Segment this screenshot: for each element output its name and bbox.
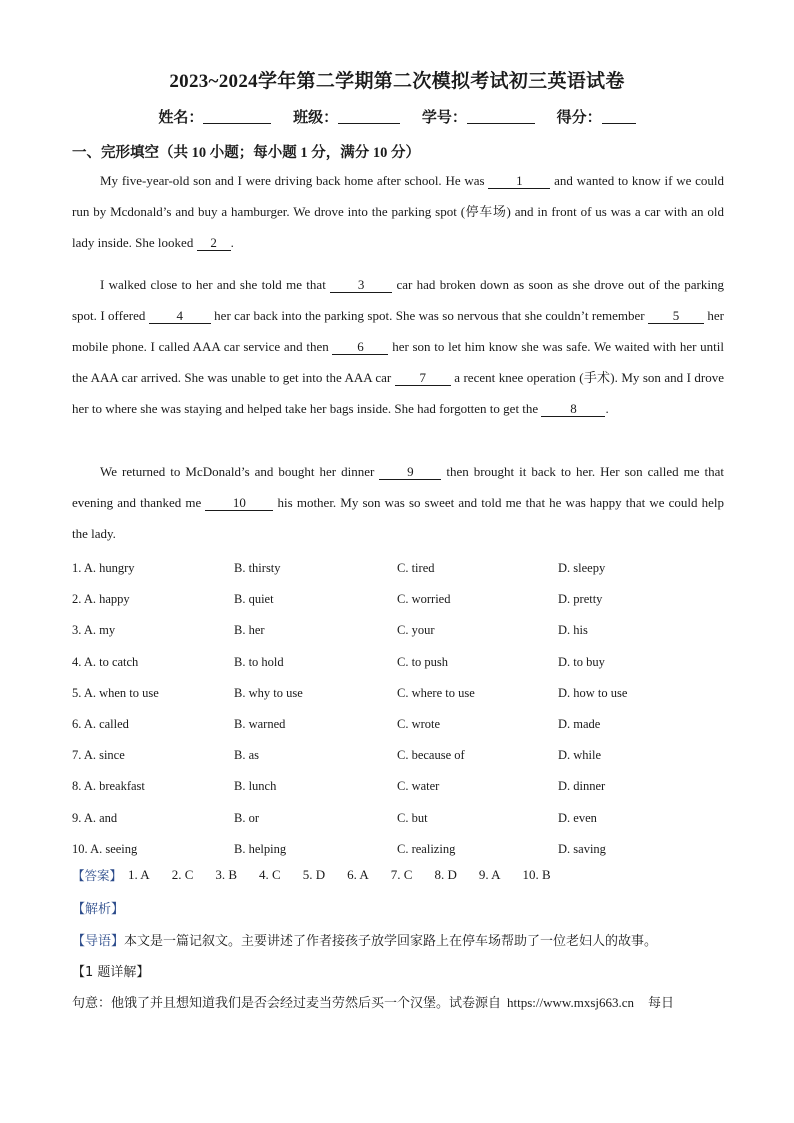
analysis-label: 【解析】	[72, 902, 125, 917]
class-field	[293, 110, 400, 126]
question-row-5	[72, 678, 752, 709]
option-c[interactable]: C. to push	[397, 654, 449, 669]
blank-2: 2	[197, 236, 231, 251]
option-b[interactable]: B. warned	[234, 717, 286, 732]
passage-paragraph-3	[72, 456, 724, 549]
score-blank[interactable]	[602, 109, 636, 124]
option-c[interactable]: C. tired	[397, 561, 435, 576]
option-d[interactable]: D. while	[558, 748, 602, 763]
passage-text: her mobile phone. I called AAA car service and then	[72, 308, 725, 354]
question-row-2	[72, 584, 752, 615]
blank-9: 9	[379, 465, 441, 480]
answer-label: 【答案】	[72, 868, 123, 883]
answer-item: 9. A	[478, 867, 501, 882]
option-c[interactable]: C. wrote	[397, 717, 441, 732]
student-info-row	[0, 106, 794, 127]
blank-10: 10	[205, 496, 273, 511]
explanation-sentence	[72, 992, 732, 1011]
passage-text: and wanted to know if we could run by Mcdonald’s and buy a hamburger. We drove into the parking spot (停车场) and in front of us was a car with an old lady inside. She looked	[72, 173, 725, 250]
option-b[interactable]: B. helping	[234, 841, 287, 856]
passage-paragraph-2	[72, 269, 724, 424]
question-row-3	[72, 615, 752, 646]
passage-text: My five-year-old son and I were driving back home after school. He was	[100, 173, 485, 188]
option-d[interactable]: D. made	[558, 717, 601, 732]
option-a[interactable]: 7. A. since	[72, 748, 125, 763]
student-id-label: 学号：	[421, 110, 467, 126]
option-d[interactable]: D. even	[558, 810, 597, 825]
answer-item: 6. A	[347, 867, 369, 882]
option-a[interactable]: 10. A. seeing	[72, 841, 138, 856]
answer-item: 10. B	[522, 867, 551, 882]
blank-8: 8	[541, 402, 605, 417]
class-label: 班级：	[293, 110, 339, 126]
passage-text: .	[605, 401, 609, 416]
student-id-blank[interactable]	[467, 109, 535, 124]
passage-text: .	[230, 235, 234, 250]
source-link[interactable]: https://www.mxsj663.cn	[507, 995, 635, 1010]
question-row-8	[72, 771, 752, 802]
blank-6: 6	[332, 340, 388, 355]
exam-title: 2023~2024学年第二学期第二次模拟考试初三英语试卷	[169, 71, 625, 92]
option-a[interactable]: 6. A. called	[72, 717, 129, 732]
blank-7: 7	[395, 371, 451, 386]
option-b[interactable]: B. her	[234, 623, 265, 638]
question-options	[72, 553, 752, 865]
question-row-4	[72, 647, 752, 678]
question-row-10	[72, 834, 752, 865]
passage-text: her car back into the parking spot. She was so nervous that she couldn’t remember	[214, 308, 645, 323]
question-row-7	[72, 740, 752, 771]
passage-text: his mother. My son was so sweet and told me that he was happy that we could help the lady.	[72, 495, 725, 541]
option-d[interactable]: D. his	[558, 623, 588, 638]
answer-item: 7. C	[390, 867, 413, 882]
option-a[interactable]: 5. A. when to use	[72, 685, 159, 700]
option-c[interactable]: C. where to use	[397, 685, 475, 700]
option-c[interactable]: C. because of	[397, 748, 465, 763]
question-row-9	[72, 803, 752, 834]
score-field	[557, 110, 636, 126]
passage-text: then brought it back to her. Her son called me that evening and thanked me	[72, 464, 725, 510]
guide-label: 【导语】	[72, 934, 125, 949]
passage-text: her son to let him know she was safe. We waited with her until the AAA car arrived. She was unable to get into the AAA car	[72, 339, 725, 385]
name-label: 姓名：	[158, 110, 204, 126]
option-c[interactable]: C. worried	[397, 592, 451, 607]
option-b[interactable]: B. to hold	[234, 654, 284, 669]
option-a[interactable]: 9. A. and	[72, 810, 118, 825]
option-b[interactable]: B. why to use	[234, 685, 303, 700]
option-d[interactable]: D. dinner	[558, 779, 606, 794]
option-b[interactable]: B. lunch	[234, 779, 277, 794]
sentence-text: 句意：他饿了并且想知道我们是否会经过麦当劳然后买一个汉堡。试卷源自	[72, 996, 502, 1011]
option-c[interactable]: C. your	[397, 623, 435, 638]
option-d[interactable]: D. pretty	[558, 592, 603, 607]
section-heading: 一、完形填空（共 10 小题；每小题 1 分，满分 10 分）	[72, 145, 420, 161]
option-c[interactable]: C. water	[397, 779, 440, 794]
option-a[interactable]: 1. A. hungry	[72, 561, 135, 576]
question-row-6	[72, 709, 752, 740]
passage-text: car had broken down as soon as she drove out of the parking spot. I offered	[72, 277, 724, 323]
blank-5: 5	[648, 309, 704, 324]
passage-text: We returned to McDonald’s and bought her dinner	[100, 464, 375, 479]
student-id-field	[422, 110, 535, 126]
name-blank[interactable]	[203, 109, 271, 124]
daily-text: 每日	[648, 996, 675, 1011]
option-b[interactable]: B. quiet	[234, 592, 274, 607]
option-b[interactable]: B. thirsty	[234, 561, 281, 576]
blank-1: 1	[488, 174, 550, 189]
passage-text: a recent knee operation (手术). My son and I drove her to where she was staying and helped take her bags inside. She had forgotten to get the	[72, 370, 725, 416]
blank-3: 3	[330, 278, 392, 293]
detail-label: 【1 题详解】	[72, 965, 150, 980]
option-b[interactable]: B. as	[234, 748, 259, 763]
passage-text: I walked close to her and she told me that	[100, 277, 326, 292]
option-a[interactable]: 4. A. to catch	[72, 654, 139, 669]
answer-item: 1. A	[128, 867, 150, 882]
question-row-1	[72, 553, 752, 584]
option-d[interactable]: D. saving	[558, 841, 606, 856]
answer-key	[72, 866, 573, 884]
option-a[interactable]: 8. A. breakfast	[72, 779, 145, 794]
option-c[interactable]: C. but	[397, 810, 428, 825]
score-label: 得分：	[556, 110, 602, 126]
option-d[interactable]: D. how to use	[558, 685, 628, 700]
answer-item: 4. C	[259, 867, 281, 882]
option-c[interactable]: C. realizing	[397, 841, 456, 856]
option-a[interactable]: 2. A. happy	[72, 592, 130, 607]
option-b[interactable]: B. or	[234, 810, 259, 825]
option-d[interactable]: D. to buy	[558, 654, 605, 669]
guide-line	[72, 930, 657, 949]
blank-4: 4	[149, 309, 211, 324]
class-blank[interactable]	[338, 109, 400, 124]
passage-paragraph-1	[72, 165, 724, 258]
name-field	[158, 110, 271, 126]
option-d[interactable]: D. sleepy	[558, 561, 606, 576]
answer-item: 2. C	[171, 867, 194, 882]
answer-item: 5. D	[302, 867, 326, 882]
answer-item: 8. D	[434, 867, 457, 882]
guide-text: 本文是一篇记叙文。主要讲述了作者接孩子放学回家路上在停车场帮助了一位老妇人的故事。	[124, 934, 658, 949]
answer-item: 3. B	[215, 867, 238, 882]
option-a[interactable]: 3. A. my	[72, 623, 116, 638]
